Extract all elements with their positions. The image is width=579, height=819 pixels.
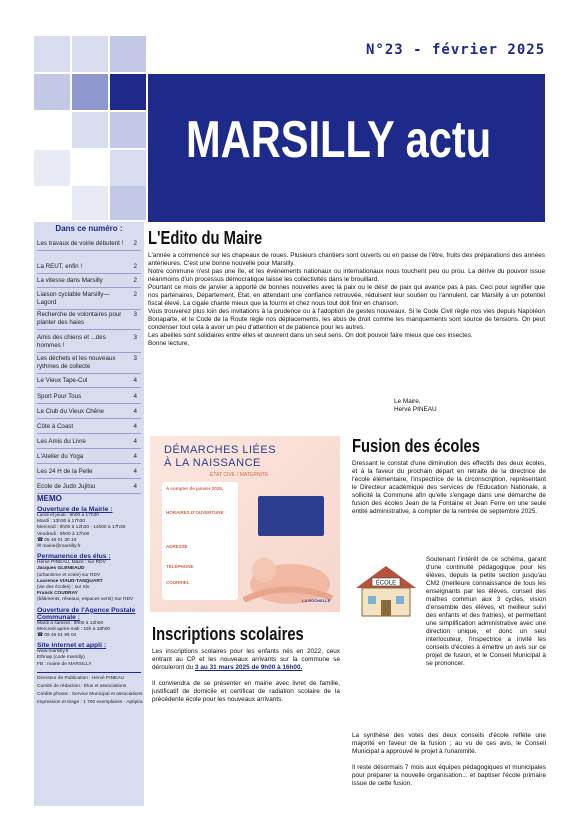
agence-heading: Ouverture de l'Agence Postale Communale :: [37, 606, 136, 621]
header-square: [72, 186, 108, 220]
inscriptions-title: Inscriptions scolaires: [152, 624, 304, 644]
toc-item[interactable]: Le Club du Vieux Chêne 4: [37, 408, 141, 416]
memo-line: Vendredi : 9h00 à 17h00: [37, 531, 90, 537]
toc-item[interactable]: Les 24 H de la Pelle 4: [37, 468, 141, 476]
memo-line: (urbanisme et voirie) sur RDV: [37, 572, 101, 578]
memo-line: Franck COUDRAY: [37, 591, 78, 597]
edito-paragraph: L'année a commencé sur les chapeaux de roues. Plusieurs chantiers sont ouverts ou en passe de l'être, fruits des préparations des années antérieures. C'est une bonne nouvelle pour Marsilly.: [148, 252, 545, 267]
memo-line: Mardi à samedi : 9h00 à 12h00: [37, 620, 104, 626]
memo-line: (vie des écoles) : sur rdv: [37, 585, 90, 591]
edito-signature: Le Maire, Hervé PINEAU: [394, 398, 437, 413]
toc-item[interactable]: Les Amis du Livre 4: [37, 438, 141, 446]
memo-line: Laurence VIAUD-TANQUART: [37, 578, 103, 584]
header-square: [110, 150, 146, 186]
issue-number: N°23 - février 2025: [366, 42, 546, 58]
inscriptions-paragraph: Il conviendra de se présenter en mairie avec livret de famille, justificatif de domicile et certificat de radiation scolaire de la précédente école pour les nouveaux arrivants.: [152, 680, 340, 703]
header-square: [110, 74, 146, 110]
toc-item[interactable]: L'Atelier du Yoga 4: [37, 453, 141, 461]
edito-paragraph: Les abeilles sont solidaires entre elles et œuvrent dans un seul sens. On doit pouvoir faire mieux que ces insectes.: [148, 332, 473, 339]
header-square: [110, 36, 146, 72]
header-square: [34, 150, 70, 186]
poster-subtitle: ÉTAT CIVIL / MATERNITÉ: [210, 472, 269, 478]
memo-line: Lundi et jeudi : 9h00 à 17h30: [37, 513, 99, 518]
edito-paragraph: Vous trouverez plus loin des invitations à la prudence ou à l'adoption de gestes nouveaux. Si le Code Civil règle nos vies depuis Napoléon Bonaparte, et le Code de la Route règle nos déplacements, les abus de droit comme les manquements sont source de tensions. On peut condenser tout cela à avoir un peu d'attention et de patience pour les autres.: [148, 308, 545, 331]
edito-title: L'Edito du Maire: [148, 228, 263, 248]
memo-line: FB : mairie de MARSILLY: [37, 661, 92, 667]
toc-heading: Dans ce numéro :: [55, 224, 123, 233]
fusion-title: Fusion des écoles: [352, 436, 480, 456]
credit-line: Comité de rédaction : Elus et associations: [37, 684, 127, 690]
credit-line: Crédits photos : Service Municipal et associations: [37, 692, 143, 698]
fusion-paragraph: La synthèse des votes des deux conseils d'école reflète une majorité en faveur de la fusion ; au vu de ces avis, le Conseil Municipal a approuvé le projet à l'unanimité.: [352, 732, 546, 755]
fusion-paragraph: Soutenant l'intérêt de ce schéma, garant d'une continuité pédagogique pour les élèves, depuis la petite section jusqu'au CM2 (meilleure connaissance de tous les enseignants par les élèves, conseil des maîtres commun aux 3 cycles, vision d'ensemble des élèves, et meilleur suivi des enfants et des fratries), et permettant une simplification administrative avec une direction unique, et donc un seul interlocuteur, l'inspectrice a invité les conseils d'écoles à émettre un avis sur ce projet de fusion, et le Conseil Municipal à se prononcer.: [426, 556, 546, 667]
toc-item[interactable]: Amis des chiens et ...des hommes ! 3: [37, 334, 141, 350]
phone-line: ☎ 05 46 01 30 10: [37, 537, 77, 543]
mairie-heading: Ouverture de la Mairie :: [37, 506, 113, 513]
memo-line: Mercredi : 9h00 à 12h30 - 14h00 à 17h30: [37, 525, 126, 531]
header-square: [72, 112, 108, 148]
fusion-paragraph: Il reste désormais 7 mois aux équipes pédagogiques et municipales pour préparer la nouvelle organisation... et baptiser l'école primaire issue de cette fusion.: [352, 764, 546, 787]
fusion-paragraph: Dressant le constat d'une diminution des effectifs des deux écoles, et à la faveur du prochain départ en retraite de la directrice de l'école élémentaire, l'inspectrice de la circonscription, représentant le Directeur académique des services de l'Education Nationale, a sollicité la Commune afin qu'elle s'engage dans une démarche de fusion des écoles Jean de la Fontaine et Jean Ferre en une seule entité administrative, à compter de la rentrée de septembre 2025.: [352, 460, 546, 515]
credit-line: Impression et tirage : 1 700 exemplaires - Aptipira: [37, 700, 143, 706]
memo-line: Jacques GLENEAUD: [37, 566, 85, 572]
header-square: [34, 36, 70, 72]
header-square: [72, 36, 108, 72]
memo-line: (bâtiments, réseaux, espaces verts) Sur RDV: [37, 597, 134, 603]
credit-line: Directeur de Publication : Hervé PINEAU: [37, 675, 124, 681]
header-square: [34, 74, 70, 110]
memo-line: Mardi : 13h30 à 17h30: [37, 519, 86, 525]
phone-icon: ☎: [37, 633, 45, 639]
edito-paragraph: Bonne lecture,: [148, 340, 190, 347]
school-building-icon: [352, 562, 420, 618]
poster-note: [258, 496, 324, 536]
toc-item[interactable]: Liaison cyclable Marsilly—Lagord 2: [37, 291, 141, 307]
memo-line: Ethnap (code marsilly): [37, 655, 85, 661]
header-square: [72, 74, 108, 110]
poster-logo: LA ROCHELLE: [302, 598, 331, 603]
toc-item[interactable]: La vitesse dans Marsilly 2: [37, 277, 141, 285]
poster-title: À LA NAISSANCE: [164, 457, 261, 469]
toc-item[interactable]: Recherche de volontaires pour planter des haies 3: [37, 311, 141, 327]
newsletter-title: MARSILLY actu: [186, 111, 492, 169]
site-heading: Site internet et appli :: [37, 642, 107, 650]
birth-procedures-poster: DÉMARCHES LIÉES À LA NAISSANCE ÉTAT CIVIL / MATERNITÉ À compter de janvier 2025, HORAIRES D'OUVERTURE : ADRESSE TÉLÉPHONE COURRIEL LA ROCHELLE: [150, 436, 340, 612]
header-square: [110, 112, 146, 148]
inscriptions-body: Les inscriptions scolaires pour les enfants nés en 2022, ceux entrant au CP et les nouveaux arrivants sur la commune se dérouleront du 3 au 31 mars 2025 de 9h00 à 16h00. Il conviendra de se présenter en mairie avec livret de famille, justificatif de domicile et certificat de radiation scolaire de la précédente école pour les nouveaux arrivants.: [152, 648, 340, 703]
memo-section: [34, 494, 144, 707]
email-line[interactable]: ✉ mairie@marsilly.fr: [37, 544, 81, 550]
toc-item[interactable]: Le Vieux Tape-Cul 4: [37, 377, 141, 385]
inscription-dates: 3 au 31 mars 2025 de 9h00 à 16h00.: [195, 664, 303, 671]
edito-paragraph: Pourtant ce mois de janvier a apporté de bonnes nouvelles avec la paix ou le désir de paix qui avance pas à pas. Ceci pour signifier que nos partenaires, Département, Etat, en attendant une confiance retrouvée, réduisent leur soutien ou l'annulent, car Marsilly a un potentiel fiscal élevé. La cigale chante mieux que la fourmi et chez nous tout doit finir en chanson.: [148, 284, 545, 307]
toc-item[interactable]: La REUT, enfin ! 2: [37, 263, 141, 271]
elus-heading: Permanence des élus :: [37, 553, 111, 561]
mail-icon: ✉: [37, 544, 43, 550]
sidebar: [34, 222, 144, 806]
phone-icon: ☎: [37, 537, 45, 543]
edito-paragraph: Notre commune n'est pas une île, et les événements nationaux ou internationaux nous touchent peu ou prou. La dérive du pouvoir issue néanmoins d'un processus démocratique laisse les collectivités dans le brouillard.: [148, 268, 545, 283]
toc-item[interactable]: Ecole de Judo Jujitsu 4: [37, 483, 141, 491]
memo-line: Mercredi après-midi : 15h à 18h00: [37, 626, 111, 632]
phone-line: ☎ 05 46 01 95 04: [37, 633, 77, 639]
poster-title: DÉMARCHES LIÉES: [164, 444, 277, 456]
toc-item[interactable]: Les travaux de voirie débutent ! 2: [37, 240, 141, 248]
edito-body: [148, 252, 545, 348]
memo-line: Hervé PINEAU, Maire : sur RDV: [37, 560, 106, 566]
toc-item[interactable]: Sport Pour Tous 4: [37, 393, 141, 401]
memo-title: MEMO: [37, 494, 62, 503]
school-sign: ÉCOLE: [375, 580, 397, 587]
website-link[interactable]: www.marsilly.fr: [37, 649, 69, 655]
toc-item[interactable]: Les déchets et les nouveaux rythmes de collecte 3: [37, 355, 141, 371]
header-square: [110, 186, 146, 220]
toc-item[interactable]: Côte à Coast 4: [37, 423, 141, 431]
